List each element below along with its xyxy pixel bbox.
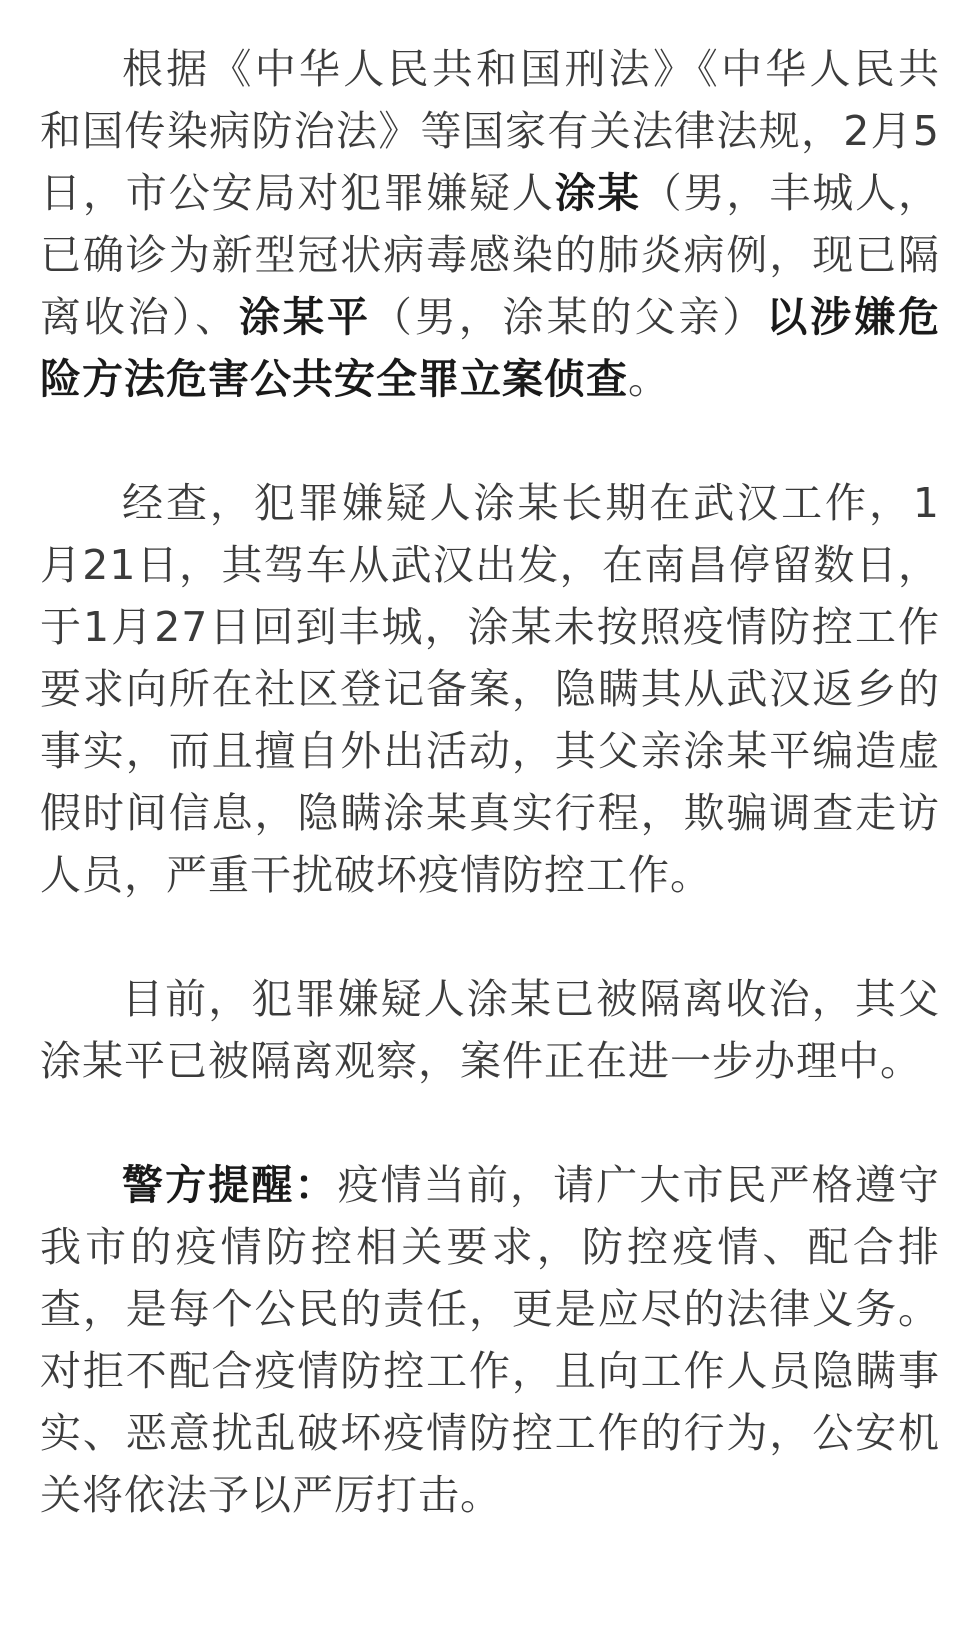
paragraph-current-status: 目前，犯罪嫌疑人涂某已被隔离收治，其父涂某平已被隔离观察，案件正在进一步办理中。 xyxy=(40,975,940,1085)
article-body xyxy=(40,38,940,1526)
case-filing-text-1: 根据《中华人民共和国刑法》《中华人民共和国传染病防治法》等国家有关法律法规，2月5日，市公安局对犯罪嫌疑人 xyxy=(40,45,940,217)
case-filing-text-3: （男，涂某的父亲） xyxy=(370,293,767,341)
case-filing-text-2: （男，丰城人，已确诊为新型冠状病毒感染的肺炎病例，现已隔离收治）、 xyxy=(40,169,941,341)
police-reminder-label: 警方提醒： xyxy=(122,1161,338,1209)
charge-statement: 以涉嫌危险方法危害公共安全罪立案侦查 xyxy=(40,293,941,403)
paragraph-case-filing xyxy=(40,38,940,410)
suspect-name-1: 涂某 xyxy=(554,169,641,217)
paragraph-police-reminder xyxy=(40,1154,940,1526)
suspect-name-2: 涂某平 xyxy=(239,293,371,341)
case-filing-text-4: 。 xyxy=(628,355,670,403)
police-reminder-text: 疫情当前，请广大市民严格遵守我市的疫情防控相关要求，防控疫情、配合排查，是每个公民的责任，更是应尽的法律义务。对拒不配合疫情防控工作，且向工作人员隐瞒事实、恶意扰乱破坏疫情防控工作的行为，公安机关将依法予以严厉打击。 xyxy=(40,1161,941,1519)
paragraph-investigation: 经查，犯罪嫌疑人涂某长期在武汉工作，1月21日，其驾车从武汉出发，在南昌停留数日，于1月27日回到丰城，涂某未按照疫情防控工作要求向所在社区登记备案，隐瞒其从武汉返乡的事实，而且擅自外出活动，其父亲涂某平编造虚假时间信息，隐瞒涂某真实行程，欺骗调查走访人员，严重干扰破坏疫情防控工作。 xyxy=(40,479,940,899)
